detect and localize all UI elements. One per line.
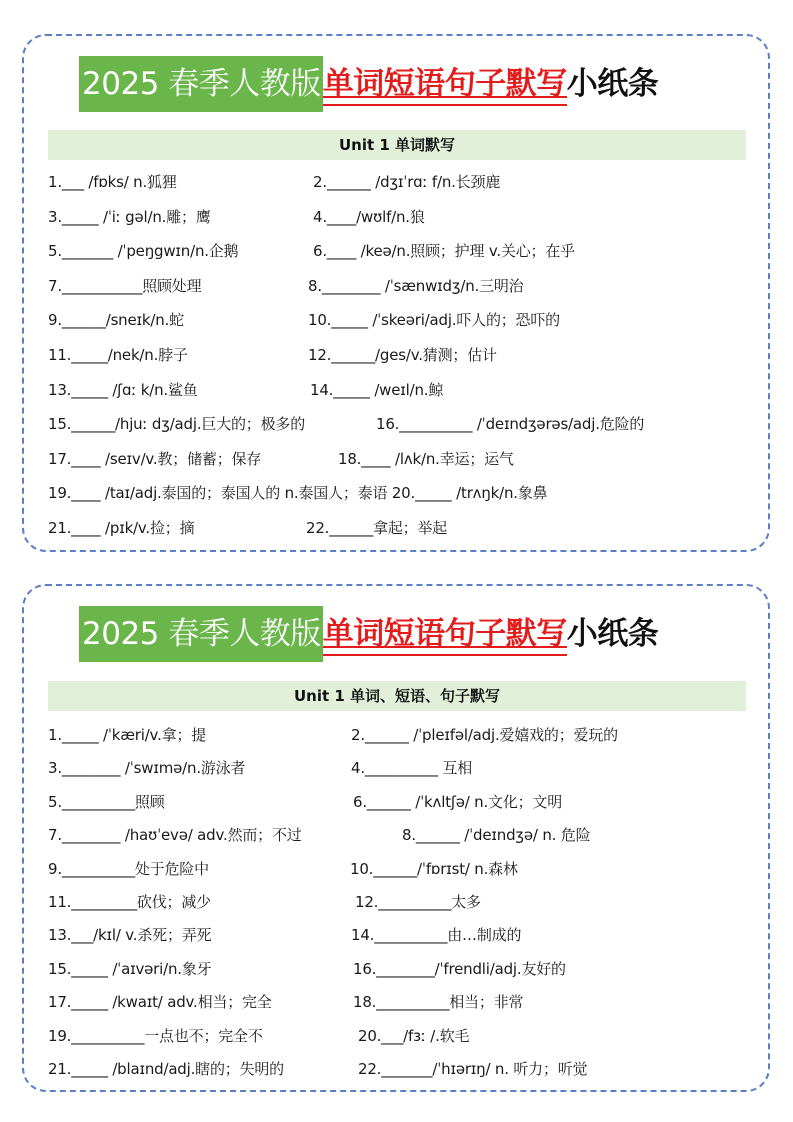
dictation-item: 6.______ /ˈkʌltʃə/ n.文化；文明 — [353, 792, 563, 811]
list-row — [48, 953, 758, 986]
dictation-item: 10._____ /ˈskeəri/adj.吓人的；恐吓的 — [308, 311, 560, 330]
dictation-item: 2.______ /ˈpleɪfəl/adj.爱嬉戏的；爱玩的 — [351, 726, 618, 744]
word-list — [48, 166, 758, 547]
dictation-item: 22._______/ˈhɪərɪŋ/ n. 听力；听觉 — [358, 1059, 588, 1078]
dictation-item: 6.____ /keə/n.照顾；护理 v.关心；在乎 — [313, 242, 575, 261]
dictation-item: 7.___________照顾处理 — [48, 276, 202, 295]
list-row — [48, 1053, 758, 1086]
dictation-item: 22.______拿起；举起 — [306, 518, 448, 537]
list-row — [48, 1020, 758, 1053]
dictation-item: 21._____ /blaɪnd/adj.瞎的；失明的 — [48, 1059, 284, 1078]
dictation-item: 14._____ /weɪl/n.鲸 — [310, 380, 444, 399]
dictation-item: 5._______ /ˈpeŋgwɪn/n.企鹅 — [48, 242, 239, 261]
card-title — [79, 606, 658, 662]
dictation-item: 1.___ /fɒks/ n.狐狸 — [48, 173, 177, 191]
title-red-part: 单词短语句子默写 — [323, 606, 567, 662]
list-row — [48, 408, 758, 443]
title-red-part: 单词短语句子默写 — [323, 56, 567, 112]
dictation-item: 19.____ /taɪ/adj.泰国的；泰国人的 n.泰国人；泰语 20._____ /trʌŋk/n.象鼻 — [48, 484, 548, 503]
dictation-item: 15.______/hjuː dʒ/adj.巨大的；极多的 — [48, 415, 306, 434]
dictation-item: 1._____ /ˈkæri/v.拿；提 — [48, 726, 207, 744]
dictation-card-2 — [22, 584, 770, 1092]
title-green-part: 2025 春季人教版 — [79, 56, 323, 112]
list-row — [48, 819, 758, 852]
dictation-item: 8.________ /ˈsænwɪdʒ/n.三明治 — [308, 276, 524, 295]
dictation-item: 16.__________ /ˈdeɪndʒərəs/adj.危险的 — [376, 415, 645, 434]
dictation-item: 13.___/kɪl/ v.杀死；弄死 — [48, 926, 212, 945]
dictation-item: 13._____ /ʃɑː k/n.鲨鱼 — [48, 380, 198, 399]
dictation-item: 18.____ /lʌk/n.幸运；运气 — [338, 449, 514, 468]
dictation-item: 4.__________ 互相 — [351, 759, 473, 778]
dictation-item: 11._____/nek/n.脖子 — [48, 345, 188, 364]
dictation-item: 17._____ /kwaɪt/ adv.相当；完全 — [48, 993, 272, 1012]
list-row — [48, 270, 758, 305]
list-row — [48, 477, 758, 512]
dictation-item: 21.____ /pɪk/v.捡；摘 — [48, 518, 195, 537]
dictation-card-1 — [22, 34, 770, 552]
list-row — [48, 986, 758, 1019]
dictation-item: 3._____ /ˈiː gəl/n.雕；鹰 — [48, 207, 211, 226]
dictation-item: 19.__________一点也不；完全不 — [48, 1026, 263, 1045]
list-row — [48, 304, 758, 339]
title-black-part: 小纸条 — [566, 66, 659, 102]
dictation-item: 9.______/sneɪk/n.蛇 — [48, 311, 184, 330]
dictation-item: 8.______ /ˈdeɪndʒə/ n. 危险 — [402, 826, 591, 845]
dictation-item: 10.______/ˈfɒrɪst/ n.森林 — [350, 859, 518, 878]
dictation-item: 7.________ /haʊˈevə/ adv.然而；不过 — [48, 826, 302, 845]
dictation-item: 12.______/ges/v.猜测；估计 — [308, 345, 497, 364]
list-row — [48, 786, 758, 819]
list-row — [48, 235, 758, 270]
unit-header: Unit 1 单词、短语、句子默写 — [48, 681, 746, 711]
list-row — [48, 886, 758, 919]
unit-header: Unit 1 单词默写 — [48, 130, 746, 160]
dictation-item: 2.______ /dʒɪˈrɑː f/n.长颈鹿 — [313, 173, 501, 191]
dictation-item: 12.__________太多 — [355, 892, 481, 911]
dictation-item: 18.__________相当；非常 — [353, 993, 524, 1012]
dictation-item: 17.____ /seɪv/v.教；储蓄；保存 — [48, 449, 262, 468]
dictation-item: 14.__________由…制成的 — [351, 926, 522, 945]
list-row — [48, 201, 758, 236]
dictation-item: 4.____/wʊlf/n.狼 — [313, 207, 425, 226]
card-title — [79, 56, 658, 112]
dictation-item: 15._____ /ˈaɪvəri/n.象牙 — [48, 959, 212, 978]
list-row — [48, 166, 758, 201]
title-black-part: 小纸条 — [566, 616, 659, 652]
list-row — [48, 374, 758, 409]
list-row — [48, 512, 758, 547]
dictation-item: 9.__________处于危险中 — [48, 859, 209, 878]
list-row — [48, 719, 758, 752]
list-row — [48, 443, 758, 478]
list-row — [48, 339, 758, 374]
dictation-item: 11._________砍伐；减少 — [48, 892, 211, 911]
list-row — [48, 752, 758, 785]
list-row — [48, 919, 758, 952]
list-row — [48, 853, 758, 886]
word-list — [48, 719, 758, 1086]
dictation-item: 20.___/fɜː /.软毛 — [358, 1026, 470, 1045]
dictation-item: 3.________ /ˈswɪmə/n.游泳者 — [48, 759, 246, 778]
title-green-part: 2025 春季人教版 — [79, 606, 323, 662]
dictation-item: 16.________/ˈfrendli/adj.友好的 — [353, 959, 566, 978]
dictation-item: 5.__________照顾 — [48, 792, 165, 811]
